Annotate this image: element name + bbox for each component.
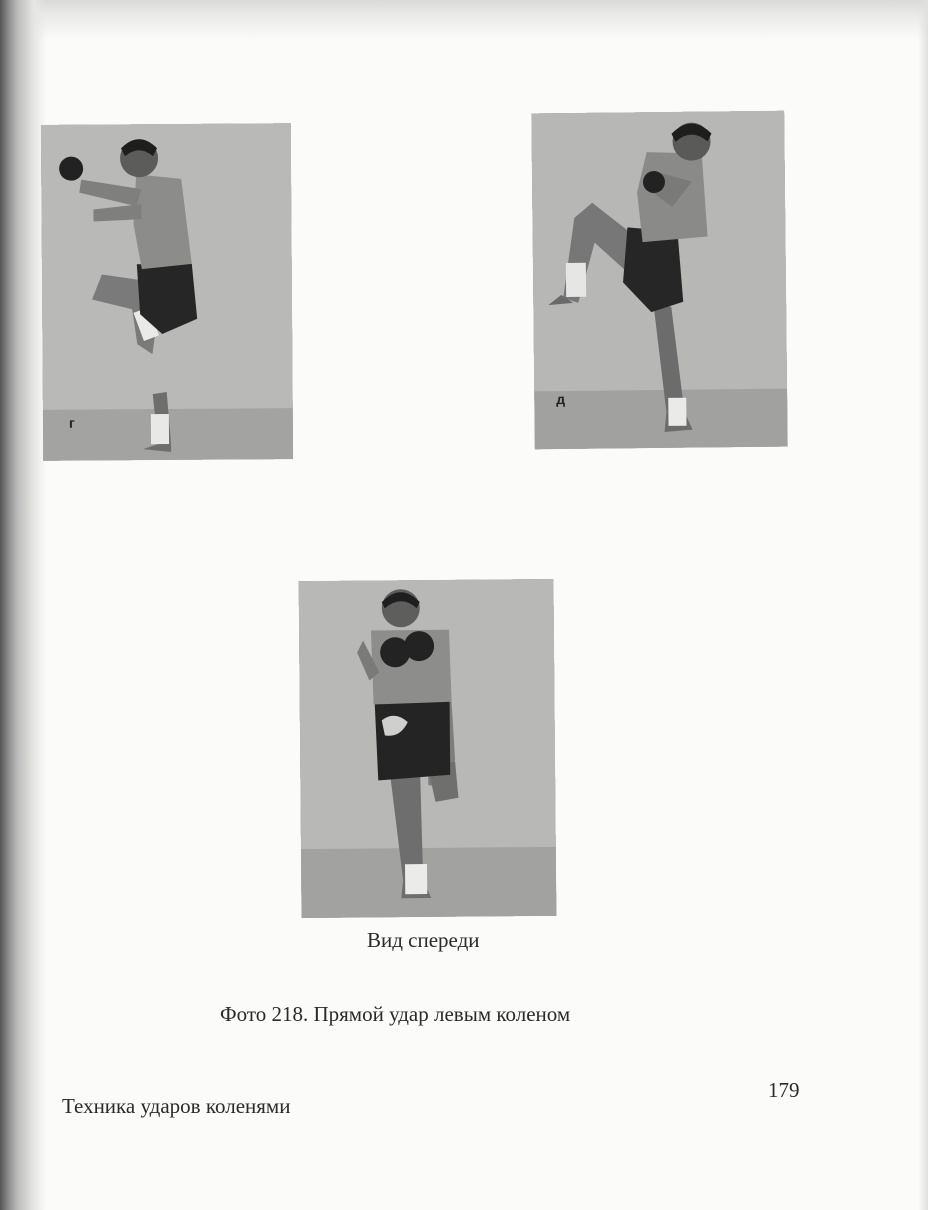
- fighter-front-illustration: [299, 579, 557, 918]
- photo-side-view-d: [531, 111, 788, 450]
- fighter-side-illustration: [531, 111, 788, 450]
- scan-gutter-shadow: [0, 0, 46, 1210]
- running-footer-title: Техника ударов коленями: [62, 1094, 291, 1118]
- photo-letter-g: г: [68, 414, 75, 431]
- scan-right-edge: [918, 0, 928, 1210]
- fighter-side-illustration: [41, 123, 293, 461]
- photo-title-caption: Фото 218. Прямой удар левым коленом: [220, 1002, 571, 1026]
- scan-top-shadow: [0, 0, 928, 40]
- photo-side-view-g: [41, 123, 293, 461]
- page-number: 179: [768, 1078, 800, 1102]
- photo-letter-d: д: [556, 390, 566, 408]
- photo-front-view: [299, 579, 557, 918]
- front-view-caption: Вид спереди: [367, 928, 480, 952]
